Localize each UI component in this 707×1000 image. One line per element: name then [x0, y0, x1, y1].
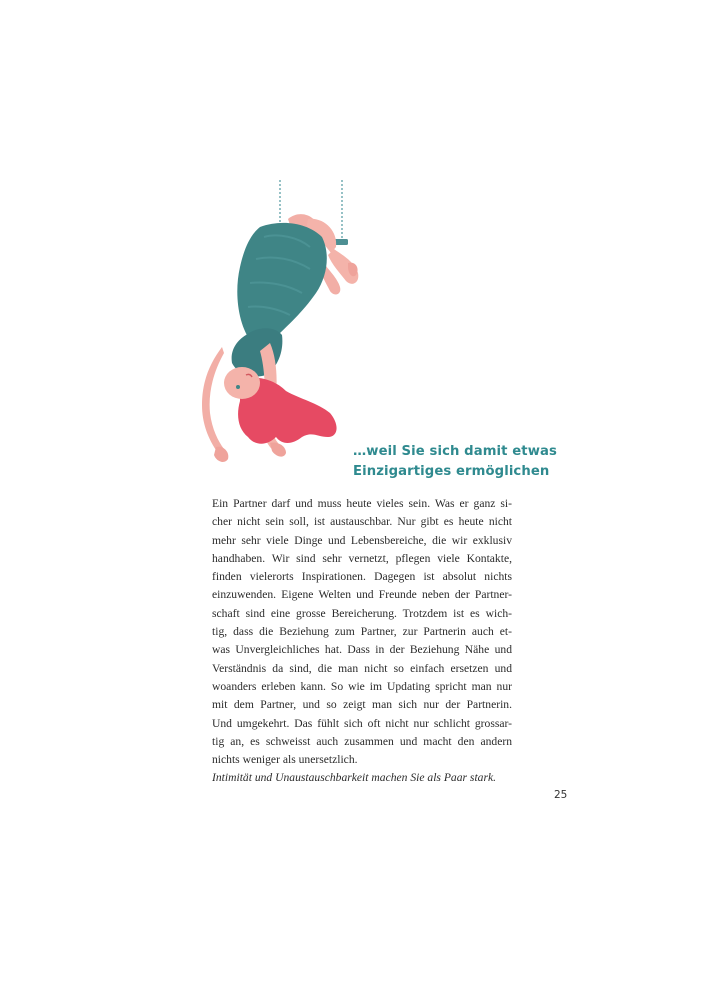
body-line: schaft sind eine grosse Bereicherung. Trotzdem ist es wich-	[212, 606, 512, 620]
illustration-caption	[353, 442, 557, 482]
caption-line-2: Einzigartiges ermöglichen	[353, 464, 550, 479]
caption-line-1: …weil Sie sich damit etwas	[353, 444, 557, 459]
body-line: cher nicht sein soll, ist austauschbar. Nur gibt es heute nicht	[212, 515, 512, 529]
hand-left	[214, 447, 228, 462]
body-line: woanders erleben kann. So wie im Updating spricht man nur	[212, 679, 512, 693]
arm-left	[202, 347, 225, 456]
body-paragraph	[212, 495, 512, 788]
page-number: 25	[554, 789, 568, 801]
body-line: nichts weniger als unersetzlich.	[212, 753, 358, 767]
eye	[236, 385, 240, 389]
trapeze-woman-illustration	[190, 175, 360, 475]
body-line: Und umgekehrt. Das fühlt sich oft nicht nur schlicht grossar-	[212, 716, 512, 730]
body-line: handhaben. Wir sind sehr vernetzt, pflegen viele Kontakte,	[212, 551, 512, 565]
body-line: mehr sehr viele Dinge und Lebensbereiche, die wir exklusiv	[212, 533, 512, 547]
body-line: mit dem Partner, und so zeigt man sich nur der Partnerin.	[212, 698, 512, 712]
body-line: einzuwenden. Eigene Welten und Freunde neben der Partner-	[212, 588, 512, 602]
body-line: tig, dass die Beziehung zum Partner, zur Partnerin auch et-	[212, 625, 512, 639]
body-line: finden vielerorts Inspirationen. Dagegen ist absolut nichts	[212, 570, 512, 584]
body-line: Ein Partner darf und muss heute vieles sein. Was er ganz si-	[212, 497, 512, 510]
body-line: was Unvergleichliches hat. Dass in der Beziehung Nähe und	[212, 643, 512, 657]
body-line: Verständnis da sind, die man nicht so einfach ersetzen und	[212, 661, 512, 675]
body-italic-conclusion: Intimität und Unaustauschbarkeit machen Sie als Paar stark.	[212, 771, 497, 785]
body-line: tig an, es schweisst auch zusammen und macht den andern	[212, 734, 512, 748]
hand-right	[270, 442, 286, 456]
face	[224, 367, 260, 399]
